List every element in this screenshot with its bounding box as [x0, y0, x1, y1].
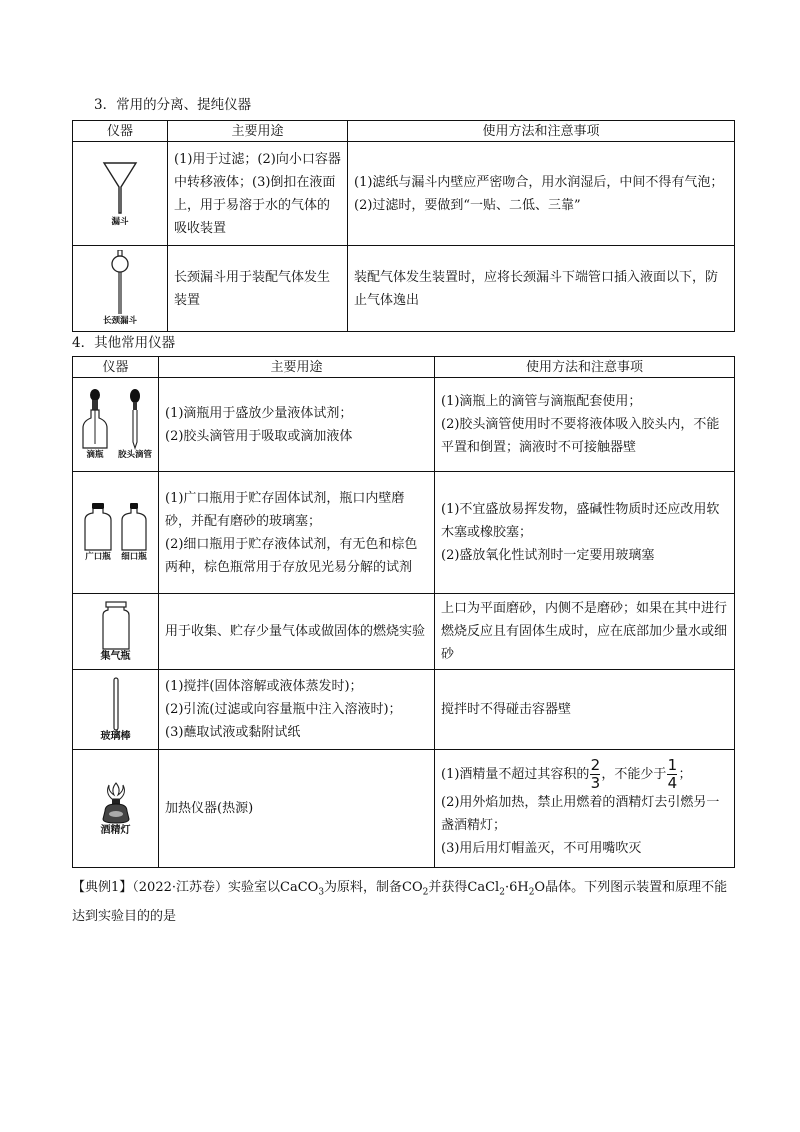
section3-title: 3．常用的分离、提纯仪器: [94, 97, 252, 113]
section4-title: 4．其他常用仪器: [72, 335, 176, 351]
funnel-notes: (1)滤纸与漏斗内壁应严密吻合，用水润湿后，中间不得有气泡； (2)过滤时，要做到“一贴、二低、三靠”: [348, 142, 735, 246]
dropper-bottle-caption: 滴瓶: [86, 450, 104, 460]
narrow-mouth-bottle-icon: [120, 502, 148, 552]
fraction-two-thirds: $\frac{2}{3}$: [590, 755, 601, 792]
example-label: 【典例1】: [72, 880, 133, 895]
narrow-mouth-bottle-caption: 细口瓶: [121, 552, 147, 562]
header-instrument: 仪器: [73, 121, 168, 142]
alcohol-lamp-caption: 酒精灯: [100, 825, 131, 836]
alcohol-lamp-icon: [99, 781, 133, 825]
glass-rod-uses: (1)搅拌(固体溶解或液体蒸发时)； (2)引流(过滤或向容量瓶中注入溶液时)； (3)蘸取试液或黏附试纸: [159, 670, 435, 750]
table-row: [73, 750, 735, 868]
dropper-cell: [73, 378, 159, 472]
table-row: [73, 594, 735, 670]
separation-instruments-table: [72, 120, 735, 332]
table-row: [73, 378, 735, 472]
funnel-uses: (1)用于过滤；(2)向小口容器中转移液体；(3)倒扣在液面上，用于易溶于水的气体的吸收装置: [168, 142, 348, 246]
header-usage-notes: 使用方法和注意事项: [435, 357, 735, 378]
header-main-use: 主要用途: [159, 357, 435, 378]
long-neck-funnel-caption: 长颈漏斗: [102, 316, 137, 326]
bottles-uses: (1)广口瓶用于贮存固体试剂，瓶口内壁磨砂，并配有磨砂的玻璃塞； (2)细口瓶用于贮存液体试剂，有无色和棕色两种，棕色瓶常用于存放见光易分解的试剂: [159, 472, 435, 594]
alcohol-lamp-notes: [435, 750, 735, 868]
funnel-caption: 漏斗: [111, 217, 129, 227]
alcohol-note-2: (2)用外焰加热，禁止用燃着的酒精灯去引燃另一盏酒精灯；: [441, 794, 720, 833]
other-instruments-table: [72, 356, 735, 868]
dropper-bottle-icon: [79, 388, 111, 450]
gas-bottle-uses: 用于收集、贮存少量气体或做固体的燃烧实验: [159, 594, 435, 670]
glass-rod-cell: [73, 670, 159, 750]
table-row: [73, 246, 735, 332]
table-row: [73, 142, 735, 246]
wide-mouth-bottle-icon: [83, 502, 113, 552]
funnel-cell: [73, 142, 168, 246]
gas-bottle-cell: [73, 594, 159, 670]
alcohol-lamp-cell: [73, 750, 159, 868]
bottles-notes: (1)不宜盛放易挥发物，盛碱性物质时还应改用软木塞或橡胶塞； (2)盛放氧化性试剂时一定要用玻璃塞: [435, 472, 735, 594]
glass-rod-icon: [110, 677, 122, 731]
long-neck-funnel-uses: 长颈漏斗用于装配气体发生装置: [168, 246, 348, 332]
example-source: （2022·江苏卷）: [132, 880, 228, 895]
long-neck-funnel-icon: [105, 250, 135, 316]
table-header-row: [73, 357, 735, 378]
rubber-dropper-icon: [128, 388, 142, 450]
gas-collecting-bottle-icon: [100, 601, 132, 651]
header-usage-notes: 使用方法和注意事项: [348, 121, 735, 142]
funnel-icon: [100, 159, 140, 217]
table-row: [73, 472, 735, 594]
header-main-use: 主要用途: [168, 121, 348, 142]
gas-collecting-bottle-caption: 集气瓶: [100, 651, 131, 662]
long-neck-funnel-cell: [73, 246, 168, 332]
table-row: [73, 670, 735, 750]
header-instrument: 仪器: [73, 357, 159, 378]
alcohol-note-1: (1)酒精量不超过其容积的 $\frac{2}{3}$ ，不能少于 $\frac{1}{4}$ ；: [441, 755, 692, 792]
example-question: 【典例1】（2022·江苏卷）实验室以CaCO$_3$为原料，制备$CO_2$并获得$CaCl_2\cdot 6H_2O$晶体。下列图示装置和原理不能达到实验目的的是: [72, 880, 728, 924]
rubber-dropper-caption: 胶头滴管: [118, 450, 153, 460]
table-header-row: [73, 121, 735, 142]
fraction-one-quarter: $\frac{1}{4}$: [667, 755, 678, 792]
dropper-notes: (1)滴瓶上的滴管与滴瓶配套使用； (2)胶头滴管使用时不要将液体吸入胶头内，不能平置和倒置；滴液时不可接触器壁: [435, 378, 735, 472]
glass-rod-caption: 玻璃棒: [100, 731, 131, 742]
alcohol-lamp-uses: 加热仪器(热源): [159, 750, 435, 868]
dropper-uses: (1)滴瓶用于盛放少量液体试剂； (2)胶头滴管用于吸取或滴加液体: [159, 378, 435, 472]
bottles-cell: [73, 472, 159, 594]
long-neck-funnel-notes: 装配气体发生装置时，应将长颈漏斗下端管口插入液面以下，防止气体逸出: [348, 246, 735, 332]
glass-rod-notes: 搅拌时不得碰击容器壁: [435, 670, 735, 750]
alcohol-note-3: (3)用后用灯帽盖灭，不可用嘴吹灭: [441, 840, 642, 856]
gas-bottle-notes: 上口为平面磨砂，内侧不是磨砂；如果在其中进行燃烧反应且有固体生成时，应在底部加少量水或细砂: [435, 594, 735, 670]
wide-mouth-bottle-caption: 广口瓶: [85, 552, 111, 562]
